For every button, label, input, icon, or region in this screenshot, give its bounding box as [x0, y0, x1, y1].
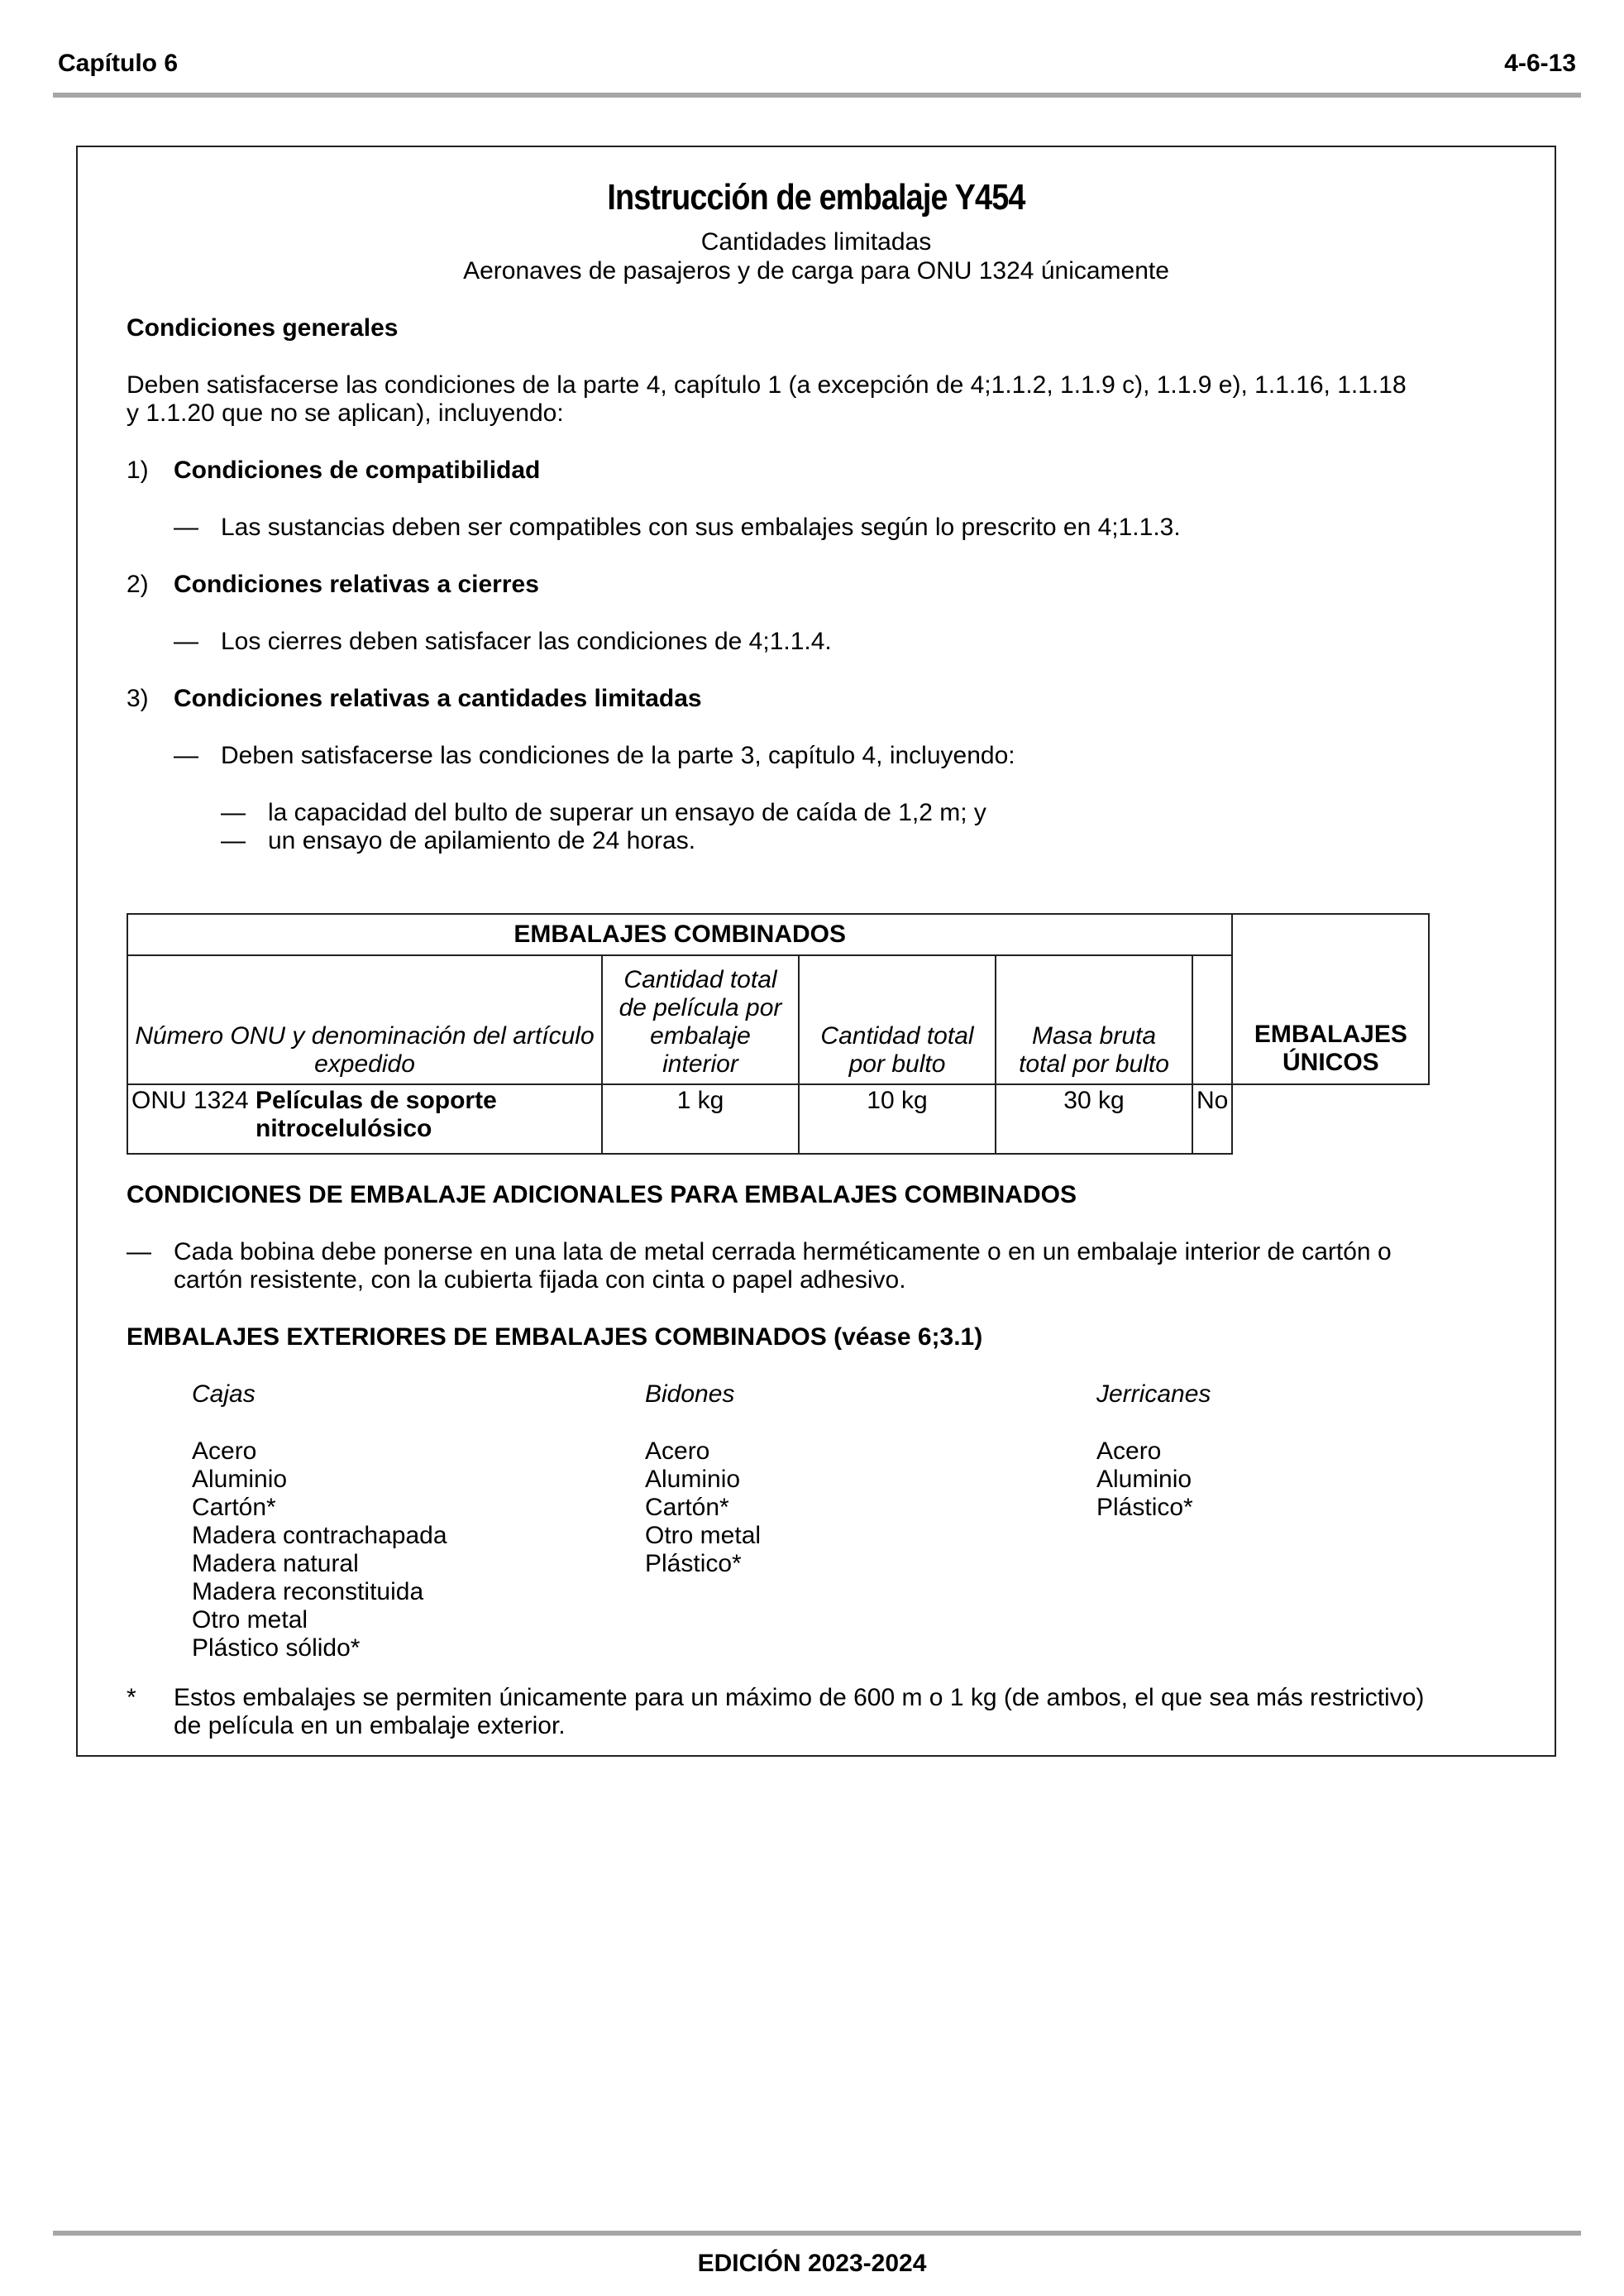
single-header-line-2: ÚNICOS [1282, 1049, 1379, 1076]
list-item: Otro metal [645, 1522, 762, 1549]
sub-item-dash: — [221, 827, 246, 854]
list-item: Aluminio [192, 1466, 288, 1493]
item-number: 2) [127, 571, 149, 598]
footnote-line-2: de película en un embalaje exterior. [174, 1712, 566, 1739]
inner-quantity-header [602, 955, 799, 1084]
un-number-header: Número ONU y denominación del artículo expedido [127, 955, 602, 1084]
gross-mass-cell: 30 kg [996, 1084, 1192, 1154]
inner-quantity-cell: 1 kg [602, 1084, 799, 1154]
table-row [127, 1084, 1429, 1154]
item-number: 1) [127, 457, 149, 484]
header-line: de película por [619, 994, 782, 1021]
single-header-line-1: EMBALAJES [1254, 1021, 1407, 1048]
additional-heading: CONDICIONES DE EMBALAJE ADICIONALES PARA EMBALAJES COMBINADOS [127, 1181, 1077, 1208]
item-text: Deben satisfacerse las condiciones de la parte 3, capítulo 4, incluyendo: [221, 742, 1015, 769]
packaging-table [127, 913, 1430, 1155]
item-text: Los cierres deben satisfacer las condiciones de 4;1.1.4. [221, 628, 832, 655]
additional-line-1: Cada bobina debe ponerse en una lata de metal cerrada herméticamente o en un embalaje interior de cartón o [174, 1238, 1392, 1265]
sub-item-dash: — [221, 799, 246, 826]
header-line: embalaje [650, 1022, 751, 1050]
instruction-subtitle-1: Cantidades limitadas [700, 228, 932, 256]
item-title: Condiciones relativas a cantidades limitadas [174, 685, 702, 712]
instruction-box [76, 146, 1556, 1757]
sub-item-text: la capacidad del bulto de superar un ensayo de caída de 1,2 m; y [268, 799, 986, 826]
list-item: Madera natural [192, 1550, 359, 1577]
list-item: Madera contrachapada [192, 1522, 447, 1549]
page-number: 4-6-13 [1504, 50, 1576, 77]
item-title: Condiciones relativas a cierres [174, 571, 539, 598]
sub-item-text: un ensayo de apilamiento de 24 horas. [268, 827, 696, 854]
outer-column-title-drums: Bidones [645, 1380, 735, 1408]
footnote-line-1: Estos embalajes se permiten únicamente para un máximo de 600 m o 1 kg (de ambos, el que sea más restrictivo) [174, 1684, 1425, 1711]
list-item: Otro metal [192, 1606, 308, 1634]
general-intro-line-1: Deben satisfacerse las condiciones de la parte 4, capítulo 1 (a excepción de 4;1.1.2, 1.1.9 c), 1.1.9 e), 1.1.16, 1.1.18 [127, 371, 1407, 399]
header-line: Cantidad total [623, 966, 777, 993]
footnote-mark: * [127, 1684, 136, 1711]
general-intro-line-2: y 1.1.20 que no se aplican), incluyendo: [127, 399, 564, 427]
un-number: ONU 1324 [131, 1087, 249, 1114]
header-rule [53, 93, 1581, 98]
list-item: Plástico sólido* [192, 1634, 361, 1662]
list-item: Plástico* [1096, 1494, 1193, 1521]
header-line: Cantidad total [820, 1022, 974, 1050]
item-dash: — [174, 628, 198, 655]
gross-mass-header [996, 955, 1192, 1084]
single-packaging-header [1232, 914, 1429, 1084]
group-header-cell: EMBALAJES COMBINADOS [127, 914, 1232, 955]
list-item: Plástico* [645, 1550, 742, 1577]
chapter-label: Capítulo 6 [58, 50, 179, 77]
article-name-line: Películas de soporte [256, 1087, 497, 1114]
article-name-line: nitrocelulósico [256, 1115, 432, 1142]
item-number: 3) [127, 685, 149, 712]
list-item: Aluminio [645, 1466, 741, 1493]
outer-column-title-jerricans: Jerricanes [1096, 1380, 1211, 1408]
single-packaging-cell: No [1192, 1084, 1232, 1154]
footer-rule [53, 2231, 1581, 2236]
edition-label: EDICIÓN 2023-2024 [697, 2250, 927, 2277]
list-item: Cartón* [192, 1494, 276, 1521]
item-text: Las sustancias deben ser compatibles con sus embalajes según lo prescrito en 4;1.1.3. [221, 514, 1181, 541]
item-title: Condiciones de compatibilidad [174, 457, 541, 484]
general-heading: Condiciones generales [127, 314, 399, 342]
instruction-subtitle-2: Aeronaves de pasajeros y de carga para ONU 1324 únicamente [463, 257, 1169, 285]
outer-column-title-boxes: Cajas [192, 1380, 256, 1408]
list-item: Aluminio [1096, 1466, 1192, 1493]
list-item: Madera reconstituida [192, 1578, 424, 1605]
list-item: Acero [192, 1437, 257, 1465]
table-group-row [127, 914, 1429, 955]
package-quantity-header [799, 955, 996, 1084]
additional-dash: — [127, 1238, 151, 1265]
header-line: interior [662, 1050, 738, 1078]
header-line: total por bulto [1019, 1050, 1169, 1078]
header-line: Masa bruta [1031, 1022, 1157, 1050]
list-item: Acero [1096, 1437, 1162, 1465]
package-quantity-cell: 10 kg [799, 1084, 996, 1154]
header-line: por bulto [848, 1050, 946, 1078]
article-name [256, 1087, 497, 1143]
instruction-title: Instrucción de embalaje Y454 [607, 177, 1025, 218]
outer-heading: EMBALAJES EXTERIORES DE EMBALAJES COMBINADOS (véase 6;3.1) [127, 1323, 983, 1351]
un-cell [127, 1084, 602, 1154]
additional-line-2: cartón resistente, con la cubierta fijada con cinta o papel adhesivo. [174, 1266, 906, 1294]
list-item: Cartón* [645, 1494, 729, 1521]
item-dash: — [174, 742, 198, 769]
list-item: Acero [645, 1437, 710, 1465]
item-dash: — [174, 514, 198, 541]
